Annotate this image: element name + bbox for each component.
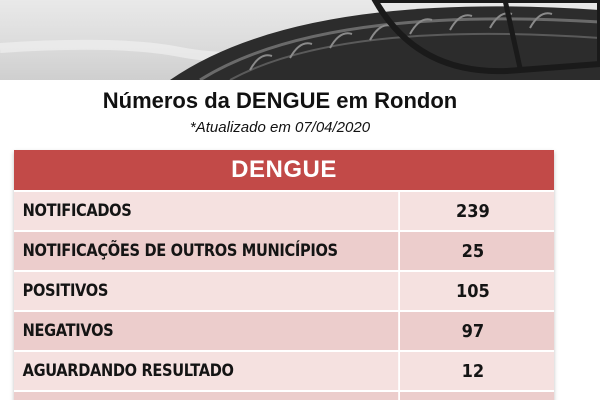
table-row-partial	[14, 390, 554, 400]
table-row	[14, 190, 554, 230]
row-value: 105	[398, 272, 546, 310]
top-banner-image	[0, 0, 600, 80]
row-label: POSITIVOS	[22, 281, 109, 301]
dengue-table	[14, 150, 554, 400]
table-row	[14, 310, 554, 350]
table-row	[14, 270, 554, 310]
updated-date: *Atualizado em 07/04/2020	[189, 119, 371, 136]
row-value: 239	[398, 192, 546, 230]
row-label: NOTIFICAÇÕES DE OUTROS MUNICÍPIOS	[22, 241, 338, 261]
row-value: 97	[398, 312, 546, 350]
table-row	[14, 350, 554, 390]
row-label: NEGATIVOS	[22, 321, 114, 341]
row-label: AGUARDANDO RESULTADO	[22, 361, 234, 381]
row-value	[398, 392, 546, 400]
row-value: 12	[398, 352, 546, 390]
page-title: Números da DENGUE em Rondon	[102, 88, 458, 113]
row-label	[14, 392, 337, 400]
row-label: NOTIFICADOS	[22, 201, 132, 221]
row-value: 25	[398, 232, 546, 270]
tire-graphic	[0, 0, 600, 80]
table-heading: DENGUE	[14, 150, 554, 190]
table-row	[14, 230, 554, 270]
